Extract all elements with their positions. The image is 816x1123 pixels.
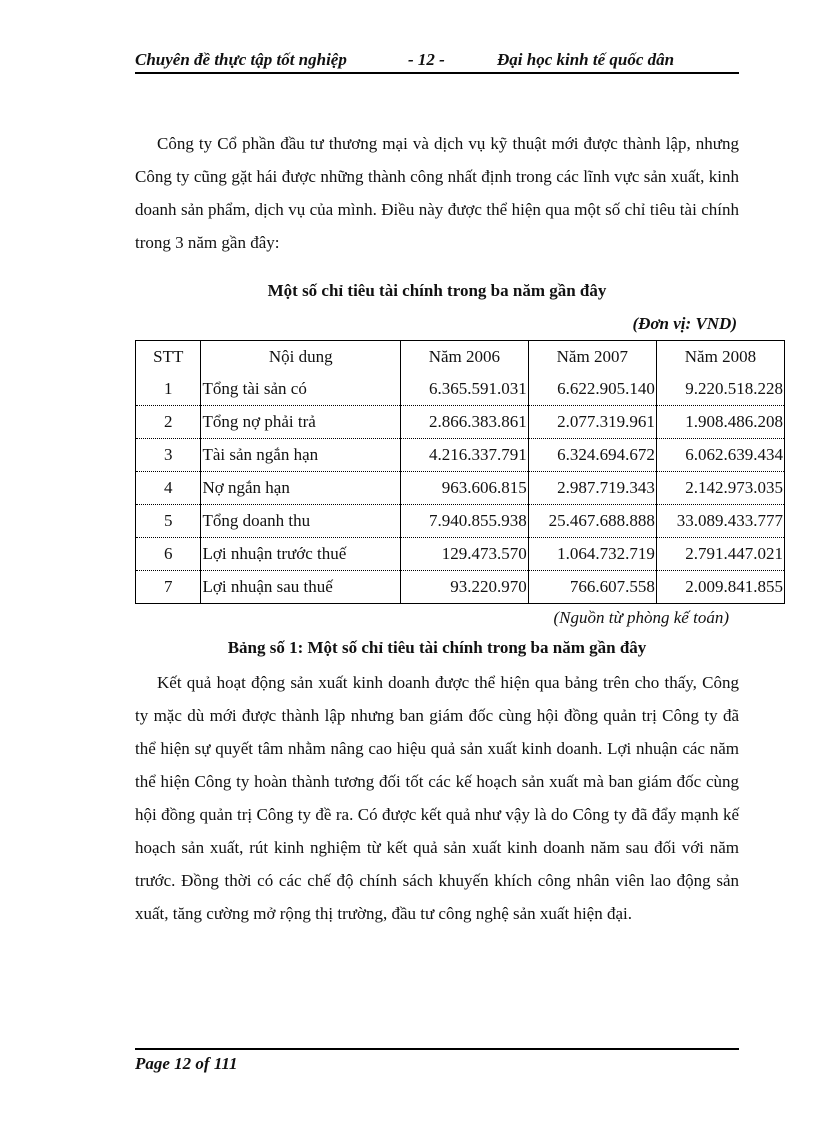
cell-2006: 4.216.337.791 bbox=[401, 439, 529, 472]
cell-content: Nợ ngắn hạn bbox=[201, 472, 401, 505]
header-stt: STT bbox=[136, 341, 201, 374]
table-unit: (Đơn vị: VND) bbox=[632, 314, 737, 333]
cell-2007: 25.467.688.888 bbox=[528, 505, 656, 538]
table-row bbox=[136, 505, 785, 538]
cell-content: Tài sản ngắn hạn bbox=[201, 439, 401, 472]
cell-stt: 2 bbox=[136, 406, 201, 439]
header-2006: Năm 2006 bbox=[401, 341, 529, 374]
cell-stt: 5 bbox=[136, 505, 201, 538]
cell-2007: 6.622.905.140 bbox=[528, 373, 656, 406]
table-row bbox=[136, 538, 785, 571]
cell-2008: 2.009.841.855 bbox=[656, 571, 784, 604]
cell-2006: 2.866.383.861 bbox=[401, 406, 529, 439]
cell-stt: 6 bbox=[136, 538, 201, 571]
financial-table bbox=[135, 340, 785, 604]
intro-paragraph: Công ty Cổ phần đầu tư thương mại và dịch vụ kỹ thuật mới được thành lập, nhưng Công ty cũng gặt hái được những thành công nhất định trong các lĩnh vực sản xuất, kinh doanh sản phẩm, dịch vụ của mình. Điều này được thể hiện qua một số chỉ tiêu tài chính trong 3 năm gần đây: bbox=[135, 134, 739, 252]
cell-2007: 2.077.319.961 bbox=[528, 406, 656, 439]
cell-2006: 129.473.570 bbox=[401, 538, 529, 571]
cell-stt: 7 bbox=[136, 571, 201, 604]
cell-2007: 6.324.694.672 bbox=[528, 439, 656, 472]
header-2008: Năm 2008 bbox=[656, 341, 784, 374]
cell-2008: 2.791.447.021 bbox=[656, 538, 784, 571]
cell-content: Lợi nhuận trước thuế bbox=[201, 538, 401, 571]
analysis-paragraph: Kết quả hoạt động sản xuất kinh doanh được thể hiện qua bảng trên cho thấy, Công ty mặc dù mới được thành lập nhưng ban giám đốc cùng hội đồng quản trị Công ty đã thể hiện sự quyết tâm nhằm nâng cao hiệu quả sản xuất kinh doanh. Lợi nhuận các năm thể hiện Công ty hoàn thành tương đối tốt các kế hoạch sản xuất mà ban giám đốc cùng hội đồng quản trị Công ty đề ra. Có được kết quả như vậy là do Công ty đã đẩy mạnh kế hoạch sản xuất, rút kinh nghiệm từ kết quả sản xuất kinh doanh năm sau đối với năm trước. Đồng thời có các chế độ chính sách khuyến khích công nhân viên lao động sản xuất, tăng cường mở rộng thị trường, đầu tư công nghệ sản xuất hiện đại. bbox=[135, 673, 739, 923]
page-footer: Page 12 of 111 bbox=[135, 1054, 238, 1073]
table-row bbox=[136, 439, 785, 472]
cell-2007: 2.987.719.343 bbox=[528, 472, 656, 505]
cell-content: Tổng nợ phải trả bbox=[201, 406, 401, 439]
table-row bbox=[136, 373, 785, 406]
table-row bbox=[136, 472, 785, 505]
header-thesis-title: Chuyên đề thực tập tốt nghiệp bbox=[135, 50, 347, 69]
header-content: Nội dung bbox=[201, 341, 401, 374]
cell-2006: 963.606.815 bbox=[401, 472, 529, 505]
table-caption: Bảng số 1: Một số chỉ tiêu tài chính trong ba năm gần đây bbox=[227, 638, 647, 657]
cell-stt: 4 bbox=[136, 472, 201, 505]
cell-content: Lợi nhuận sau thuế bbox=[201, 571, 401, 604]
table-source: (Nguồn từ phòng kế toán) bbox=[553, 608, 729, 627]
header-page-mark: - 12 - bbox=[408, 50, 445, 69]
cell-2006: 93.220.970 bbox=[401, 571, 529, 604]
cell-2007: 1.064.732.719 bbox=[528, 538, 656, 571]
table-header-row bbox=[136, 341, 785, 374]
cell-content: Tổng tài sản có bbox=[201, 373, 401, 406]
cell-2006: 6.365.591.031 bbox=[401, 373, 529, 406]
cell-2008: 2.142.973.035 bbox=[656, 472, 784, 505]
page-header bbox=[135, 48, 739, 74]
cell-2006: 7.940.855.938 bbox=[401, 505, 529, 538]
cell-2008: 33.089.433.777 bbox=[656, 505, 784, 538]
cell-2008: 6.062.639.434 bbox=[656, 439, 784, 472]
cell-2007: 766.607.558 bbox=[528, 571, 656, 604]
table-title: Một số chỉ tiêu tài chính trong ba năm gần đây bbox=[267, 281, 607, 300]
cell-stt: 1 bbox=[136, 373, 201, 406]
cell-2008: 1.908.486.208 bbox=[656, 406, 784, 439]
cell-stt: 3 bbox=[136, 439, 201, 472]
table-row bbox=[136, 571, 785, 604]
footer-divider bbox=[135, 1048, 739, 1050]
header-2007: Năm 2007 bbox=[528, 341, 656, 374]
cell-content: Tổng doanh thu bbox=[201, 505, 401, 538]
cell-2008: 9.220.518.228 bbox=[656, 373, 784, 406]
header-university: Đại học kinh tế quốc dân bbox=[497, 50, 675, 69]
table-row bbox=[136, 406, 785, 439]
